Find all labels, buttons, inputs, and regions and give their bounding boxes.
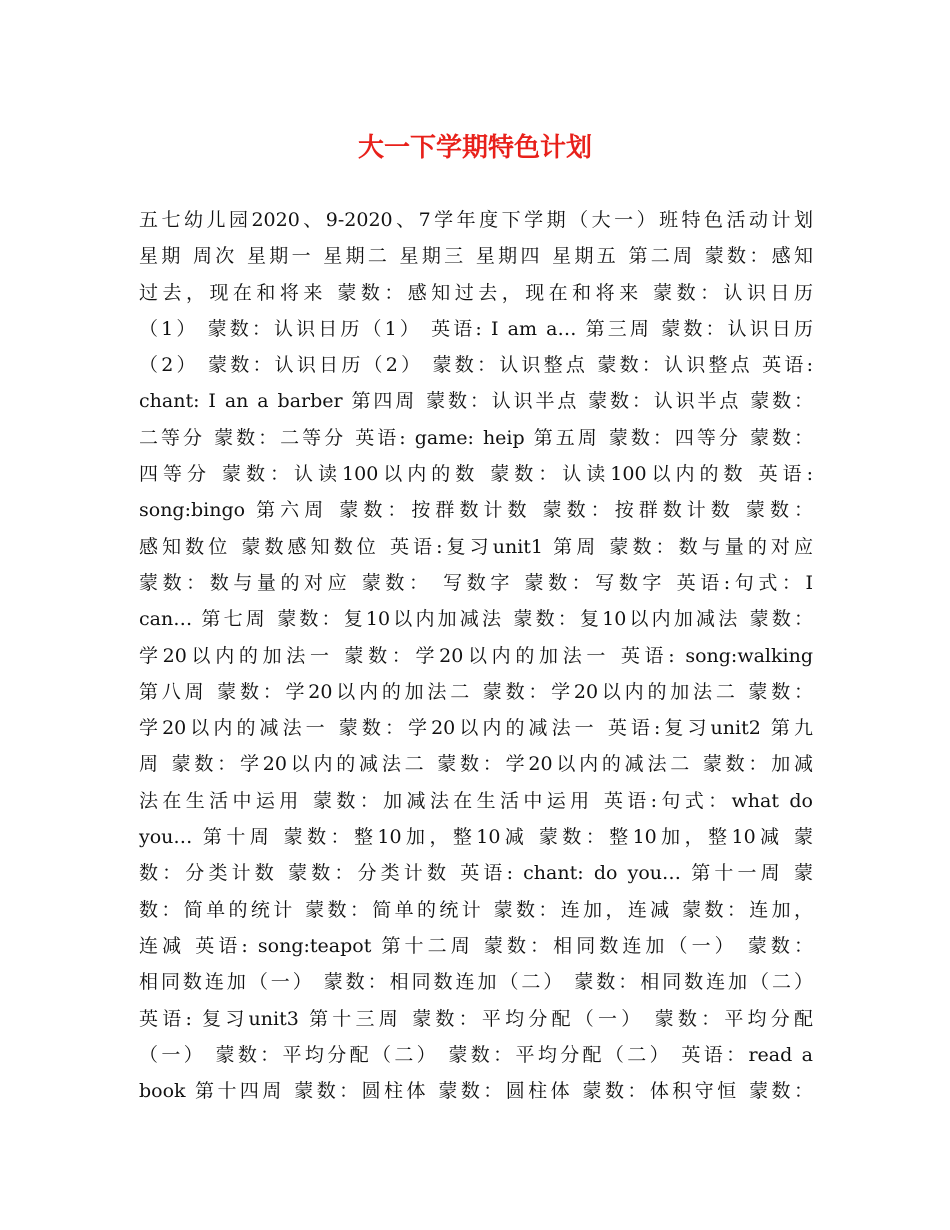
body-line: 连减 英语: song:teapot 第十二周 蒙数：相同数连加（一） 蒙数： — [139, 934, 813, 957]
body-line: 数：简单的统计 蒙数：简单的统计 蒙数：连加，连减 蒙数：连加， — [139, 898, 813, 921]
body-line: 英语: 复习unit3 第十三周 蒙数：平均分配（一） 蒙数：平均分配 — [139, 1007, 813, 1030]
body-line: （1） 蒙数：认识日历（1） 英语: I am a… 第三周 蒙数：认识日历 — [139, 317, 813, 340]
body-line: 感知数位 蒙数感知数位 英语:复习unit1 第周 蒙数：数与量的对应 — [139, 535, 813, 558]
body-line: 四等分 蒙数：认读100以内的数 蒙数：认读100以内的数 英语: — [139, 463, 813, 486]
body-line: 周 蒙数：学20以内的减法二 蒙数：学20以内的减法二 蒙数：加减 — [139, 753, 813, 776]
body-line: 学20以内的加法一 蒙数：学20以内的加法一 英语: song:walking — [139, 644, 813, 667]
body-line: you… 第十周 蒙数：整10加，整10减 蒙数：整10加，整10减 蒙 — [139, 826, 813, 849]
document-body — [139, 202, 813, 1109]
document-title: 大一下学期特色计划 — [357, 133, 592, 163]
body-line: book 第十四周 蒙数：圆柱体 蒙数：圆柱体 蒙数：体积守恒 蒙数： — [139, 1080, 813, 1103]
body-line: 星期 周次 星期一 星期二 星期三 星期四 星期五 第二周 蒙数：感知 — [139, 245, 813, 268]
body-line: 学20以内的减法一 蒙数：学20以内的减法一 英语:复习unit2 第九 — [139, 717, 813, 740]
body-line: 数：分类计数 蒙数：分类计数 英语: chant: do you… 第十一周 蒙 — [139, 862, 813, 885]
body-line: 法在生活中运用 蒙数：加减法在生活中运用 英语:句式：what do — [139, 789, 813, 812]
body-line: 第八周 蒙数：学20以内的加法二 蒙数：学20以内的加法二 蒙数： — [139, 680, 813, 703]
body-line: （一） 蒙数：平均分配（二） 蒙数：平均分配（二） 英语：read a — [139, 1043, 813, 1066]
body-line: 五七幼儿园2020、9-2020、7学年度下学期（大一）班特色活动计划 — [139, 209, 813, 231]
body-line: 过去，现在和将来 蒙数：感知过去，现在和将来 蒙数：认识日历 — [139, 281, 813, 304]
body-line: song:bingo 第六周 蒙数：按群数计数 蒙数：按群数计数 蒙数： — [139, 499, 813, 522]
body-line: 蒙数：数与量的对应 蒙数： 写数字 蒙数：写数字 英语:句式：I — [139, 571, 813, 594]
body-line: chant: I an a barber 第四周 蒙数：认识半点 蒙数：认识半点 蒙数： — [139, 390, 813, 413]
body-line: （2） 蒙数：认识日历（2） 蒙数：认识整点 蒙数：认识整点 英语: — [139, 354, 813, 377]
body-line: 二等分 蒙数：二等分 英语: game: heip 第五周 蒙数：四等分 蒙数： — [139, 426, 813, 449]
body-line: 相同数连加（一） 蒙数：相同数连加（二） 蒙数：相同数连加（二） — [139, 971, 813, 994]
body-line: can… 第七周 蒙数：复10以内加减法 蒙数：复10以内加减法 蒙数： — [139, 608, 813, 631]
